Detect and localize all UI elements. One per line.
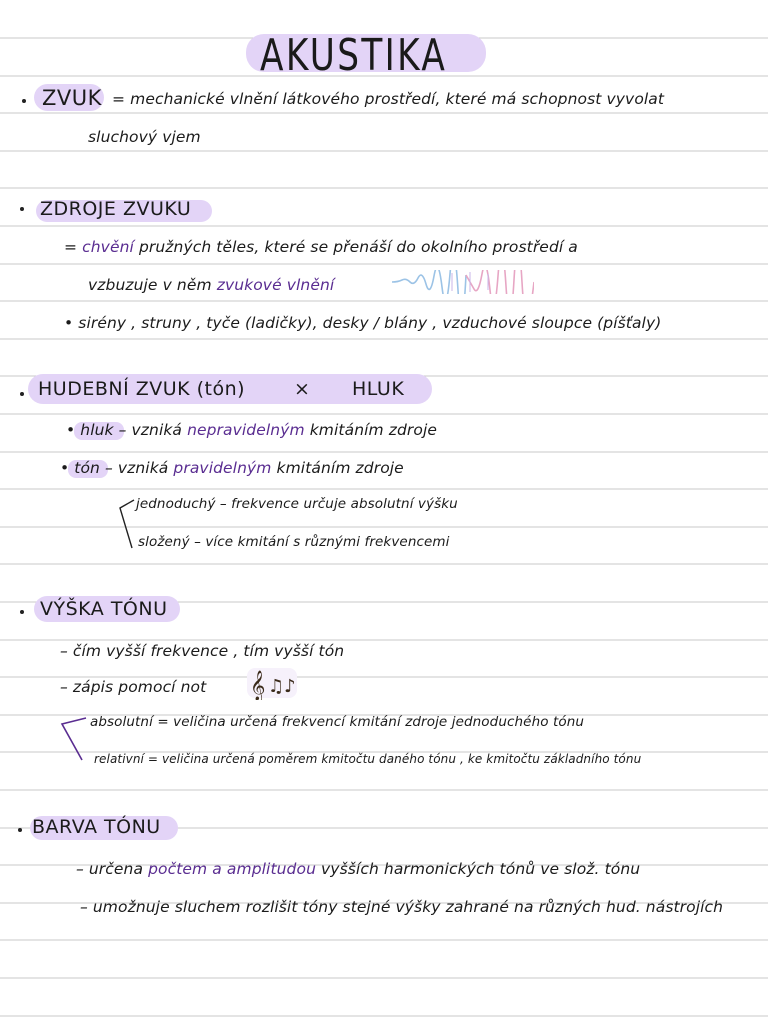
ton-compound: složený – více kmitání s různými frekvencemi: [138, 534, 450, 550]
hluk-mid: – vzniká: [118, 421, 183, 439]
equals-sign: =: [64, 238, 78, 256]
zdroje-line2-start: vzbuzuje v něm: [88, 276, 212, 294]
hluk-label: • hluk: [66, 421, 114, 439]
zdroje-line2: [88, 276, 334, 294]
ton-mid: – vzniká: [105, 459, 169, 477]
page-title: AKUSTIKA: [260, 30, 448, 81]
svg-text:𝄞: 𝄞: [250, 671, 266, 700]
vyska-item-frequency: – čím vyšší frekvence , tím vyšší tón: [60, 642, 345, 660]
zdroje-examples: • sirény , struny , tyče (ladičky), desky / blány , vzduchové sloupce (píšťaly): [64, 314, 662, 332]
hluk-keyword: nepravidelným: [187, 421, 305, 439]
music-notes-icon: [246, 664, 298, 700]
vyska-heading: VÝŠKA TÓNU: [40, 598, 168, 620]
hluk-heading: HLUK: [352, 378, 405, 400]
vyska-absolute: absolutní = veličina určená frekvencí kmitání zdroje jednoduchého tónu: [90, 714, 585, 730]
zdroje-line1: [64, 238, 578, 256]
barva-line2: – umožnuje sluchem rozlišit tóny stejné výšky zahrané na různých hud. nástrojích: [80, 898, 724, 916]
zdroje-line1-rest: pružných těles, které se přenáší do okolního prostředí a: [138, 238, 578, 256]
vyska-relative: relativní = veličina určená poměrem kmitočtu daného tónu , ke kmitočtu základního tónu: [94, 752, 642, 766]
zdroje-keyword-vlneni: zvukové vlnění: [216, 276, 335, 294]
barva-line1: [76, 860, 640, 878]
barva-line1-start: – určena: [76, 860, 144, 878]
barva-heading: BARVA TÓNU: [32, 816, 161, 838]
hudebni-heading: HUDEBNÍ ZVUK (tón): [38, 378, 246, 400]
zdroje-keyword-chveni: chvění: [82, 238, 134, 256]
ton-line: [60, 459, 404, 477]
barva-keyword: počtem a amplitudou: [148, 860, 316, 878]
zdroje-heading: ZDROJE ZVUKU: [40, 198, 192, 220]
ton-label: • tón: [60, 459, 100, 477]
zvuk-heading: ZVUK: [42, 86, 102, 110]
zvuk-definition-cont: sluchový vjem: [88, 128, 201, 146]
bullet: [22, 99, 26, 103]
versus-sign: ×: [294, 378, 311, 400]
ton-rest: kmitáním zdroje: [276, 459, 404, 477]
svg-text:♫♪: ♫♪: [268, 676, 296, 697]
ton-types-bracket: [112, 496, 136, 552]
barva-line1-rest: vyšších harmonických tónů ve slož. tónu: [321, 860, 641, 878]
bullet: [20, 392, 24, 396]
bullet: [20, 207, 24, 211]
vyska-types-bracket: [58, 712, 88, 764]
hluk-rest: kmitáním zdroje: [309, 421, 438, 439]
ton-simple: jednoduchý – frekvence určuje absolutní výšku: [136, 496, 458, 512]
bullet: [18, 828, 22, 832]
ton-keyword: pravidelným: [173, 459, 272, 477]
hluk-line: [66, 421, 437, 439]
zvuk-definition: = mechanické vlnění látkového prostředí, které má schopnost vyvolat: [112, 90, 665, 108]
bullet: [20, 610, 24, 614]
vyska-item-notation: – zápis pomocí not: [60, 678, 207, 696]
sound-wave-icon: [392, 270, 534, 294]
